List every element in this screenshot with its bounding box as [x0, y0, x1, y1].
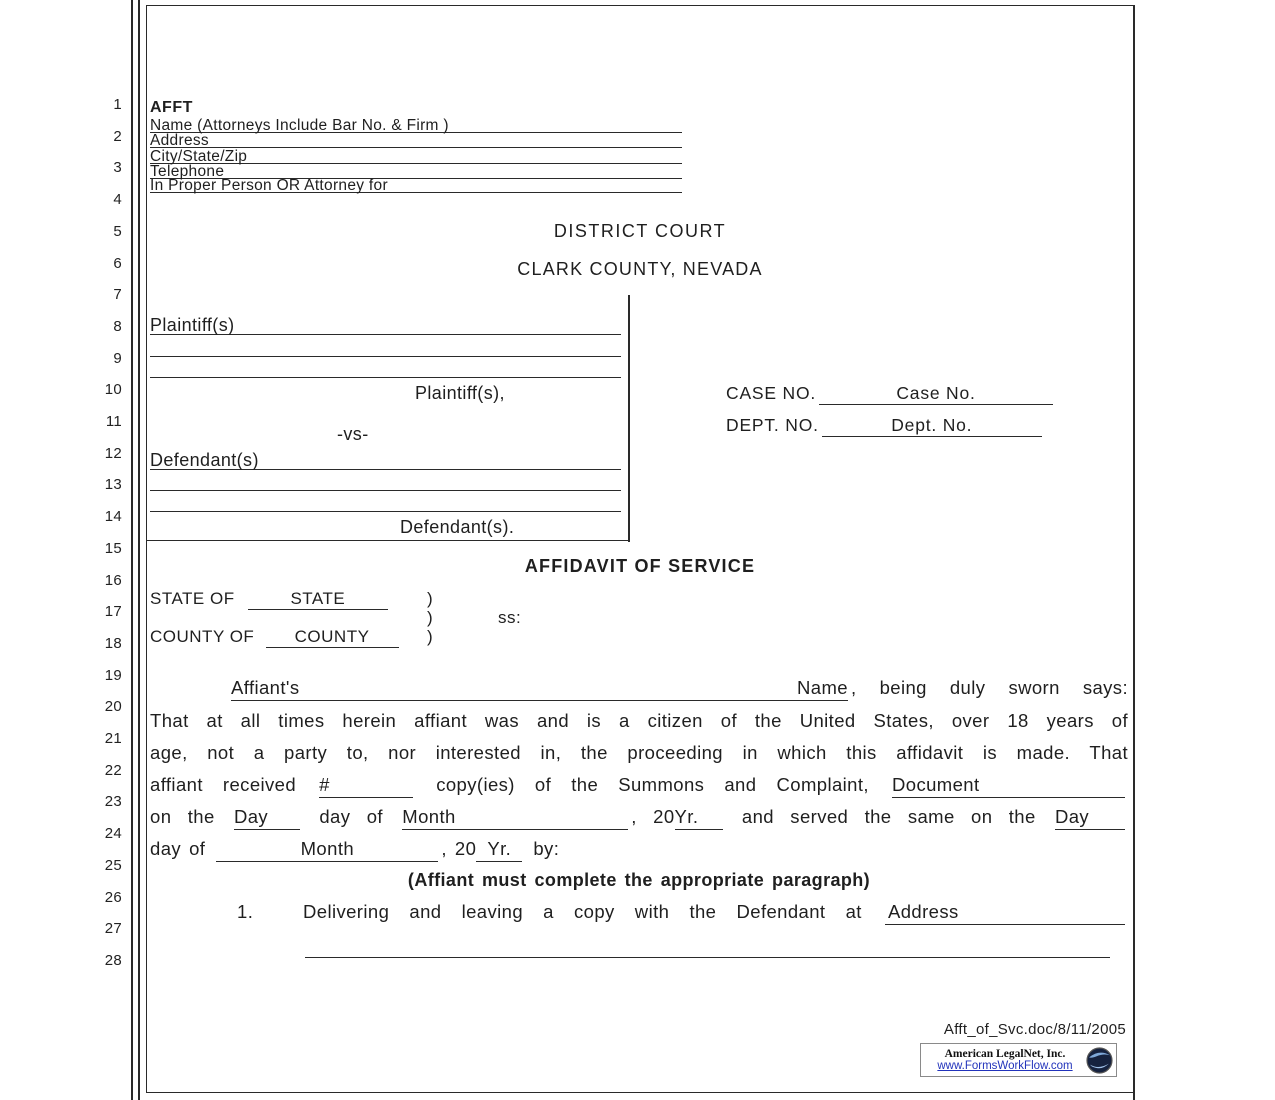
- line-number: 6: [113, 254, 122, 272]
- court-county: CLARK COUNTY, NEVADA: [517, 259, 763, 279]
- copies-text: copy(ies) of the Summons and Complaint,: [436, 774, 869, 795]
- state-of-label: STATE OF: [150, 589, 235, 608]
- attorney-city-state-zip-label: City/State/Zip: [150, 148, 248, 165]
- date-line-1: [150, 805, 1128, 830]
- line-number: 19: [104, 666, 122, 684]
- defendant-blank-line-1: [150, 472, 621, 491]
- sworn-text: , being duly sworn says:: [851, 677, 1128, 698]
- on-the-text: on the: [150, 806, 215, 827]
- dept-number-row: [726, 415, 1045, 437]
- date-line-2: [150, 837, 1128, 862]
- line-number: 27: [104, 920, 122, 938]
- line-number: 9: [113, 349, 122, 367]
- court-name: DISTRICT COURT: [553, 221, 727, 241]
- served-month-field-1: Month: [402, 805, 628, 830]
- line-number: 4: [113, 191, 122, 209]
- line-number: 12: [104, 444, 122, 462]
- affiant-name-line: [150, 676, 1128, 701]
- document-title: AFFIDAVIT OF SERVICE: [524, 556, 756, 576]
- venue-county-row: [150, 627, 580, 647]
- line-number: 15: [104, 539, 122, 557]
- plaintiff-label: Plaintiff(s): [150, 315, 235, 335]
- attorney-city-state-zip-field: [150, 149, 682, 164]
- served-day-field-1: Day: [234, 805, 300, 830]
- caption-vertical-rule: [628, 295, 630, 542]
- county-of-label: COUNTY OF: [150, 627, 255, 646]
- case-number-label: CASE NO.: [726, 383, 817, 403]
- by-text: by:: [533, 838, 560, 859]
- state-close-paren: ): [427, 589, 434, 608]
- line-number: 22: [104, 761, 122, 779]
- vendor-logo-box: [920, 1043, 1117, 1077]
- plaintiff-blank-line-1: [150, 338, 621, 357]
- attorney-telephone-label: Telephone: [150, 163, 225, 180]
- plaintiff-blank-line-2: [150, 359, 621, 378]
- attorney-proper-person-field: [150, 178, 682, 193]
- case-number-field: Case No.: [819, 383, 1053, 405]
- vendor-url-link[interactable]: www.FormsWorkFlow.com: [937, 1060, 1073, 1072]
- line-number: 7: [113, 286, 122, 304]
- day-of-text-2: day of: [150, 838, 206, 859]
- year-prefix-2: , 20: [441, 838, 477, 859]
- left-double-rule-outer: [131, 0, 133, 1100]
- page-frame-top: [146, 5, 1134, 6]
- line-number: 18: [104, 634, 122, 652]
- county-field: COUNTY: [266, 627, 399, 648]
- copy-count-field: #: [319, 773, 413, 798]
- case-number-row: [726, 383, 1056, 405]
- served-year-field-2: Yr.: [476, 837, 522, 862]
- page-frame-right: [1133, 5, 1135, 1100]
- line-number: 1: [113, 96, 122, 113]
- vendor-text: [924, 1048, 1086, 1072]
- ss-label: ss:: [498, 608, 522, 627]
- attorney-name-field: [150, 118, 682, 133]
- defendant-designation: Defendant(s).: [400, 517, 515, 537]
- served-day-field-2: Day: [1055, 805, 1125, 830]
- line-number-column: [96, 0, 122, 1100]
- address-field: Address: [885, 900, 1125, 925]
- line-number: 21: [104, 730, 122, 747]
- body-line-1: That at all times herein affiant was and is a citizen of the United States, over 18 years of: [150, 710, 1128, 731]
- versus-text: -vs-: [337, 424, 369, 444]
- line-number: 17: [104, 603, 122, 621]
- line-number: 3: [113, 159, 122, 177]
- plaintiff-designation: Plaintiff(s),: [415, 383, 505, 403]
- line-number: 5: [113, 222, 122, 240]
- line-number: 2: [113, 127, 122, 145]
- state-field: STATE: [248, 589, 388, 610]
- vendor-name: American LegalNet, Inc.: [944, 1048, 1066, 1060]
- paragraph-1-text: Delivering and leaving a copy with the Defendant at: [303, 901, 862, 922]
- line-number: 25: [104, 856, 122, 874]
- venue-state-row: [150, 589, 580, 609]
- served-text: and served the same on the: [741, 806, 1036, 827]
- line-number: 23: [104, 793, 122, 811]
- document-field: Document: [892, 773, 1125, 798]
- received-line: [150, 773, 1128, 798]
- served-year-field-1: Yr.: [675, 805, 723, 830]
- line-number: 24: [104, 825, 122, 843]
- document-reference: Afft_of_Svc.doc/8/11/2005: [943, 1021, 1126, 1038]
- paragraph-1-line: [150, 900, 1128, 925]
- defendant-blank-line-2: [150, 493, 621, 512]
- line-number: 20: [104, 698, 122, 716]
- line-number: 14: [104, 508, 122, 526]
- defendant-label: Defendant(s): [150, 450, 259, 470]
- line-number: 26: [104, 888, 122, 906]
- served-month-field-2: Month: [216, 837, 438, 862]
- form-code: AFFT: [150, 99, 193, 116]
- attorney-proper-person-label: In Proper Person OR Attorney for: [150, 177, 388, 194]
- attorney-address-label: Address: [150, 132, 209, 149]
- ss-close-paren: ): [427, 608, 434, 627]
- attorney-name-label: Name (Attorneys Include Bar No. & Firm ): [150, 117, 449, 134]
- attorney-address-field: [150, 133, 682, 148]
- page-frame-bottom: [146, 1092, 1134, 1093]
- paragraph-1-number: 1.: [237, 901, 254, 922]
- paragraph-1-blank-line: [305, 942, 1110, 958]
- year-prefix-1: , 20: [631, 806, 675, 827]
- dept-number-field: Dept. No.: [822, 415, 1042, 437]
- county-close-paren: ): [427, 627, 434, 646]
- body-line-2: age, not a party to, nor interested in, the proceeding in which this affidavit is made. That: [150, 742, 1128, 763]
- caption-bottom-rule: [147, 540, 629, 541]
- globe-logo-icon: [1086, 1047, 1113, 1074]
- plaintiff-name-field: [150, 316, 621, 335]
- affiant-name-field: Affiant's Name: [231, 676, 848, 701]
- left-double-rule-inner: [138, 0, 140, 1100]
- instruction-line: (Affiant must complete the appropriate paragraph): [407, 870, 871, 890]
- line-number: 28: [104, 951, 122, 969]
- line-number: 10: [104, 381, 122, 399]
- venue-ss-row: [150, 608, 580, 628]
- line-number: 8: [113, 317, 122, 335]
- defendant-name-field: [150, 451, 621, 470]
- page-frame-left: [146, 5, 147, 1093]
- dept-number-label: DEPT. NO.: [726, 415, 819, 435]
- received-text: affiant received: [150, 774, 297, 795]
- day-of-text-1: day of: [319, 806, 383, 827]
- line-number: 11: [105, 413, 122, 430]
- line-number: 16: [104, 571, 122, 589]
- line-number: 13: [104, 476, 122, 494]
